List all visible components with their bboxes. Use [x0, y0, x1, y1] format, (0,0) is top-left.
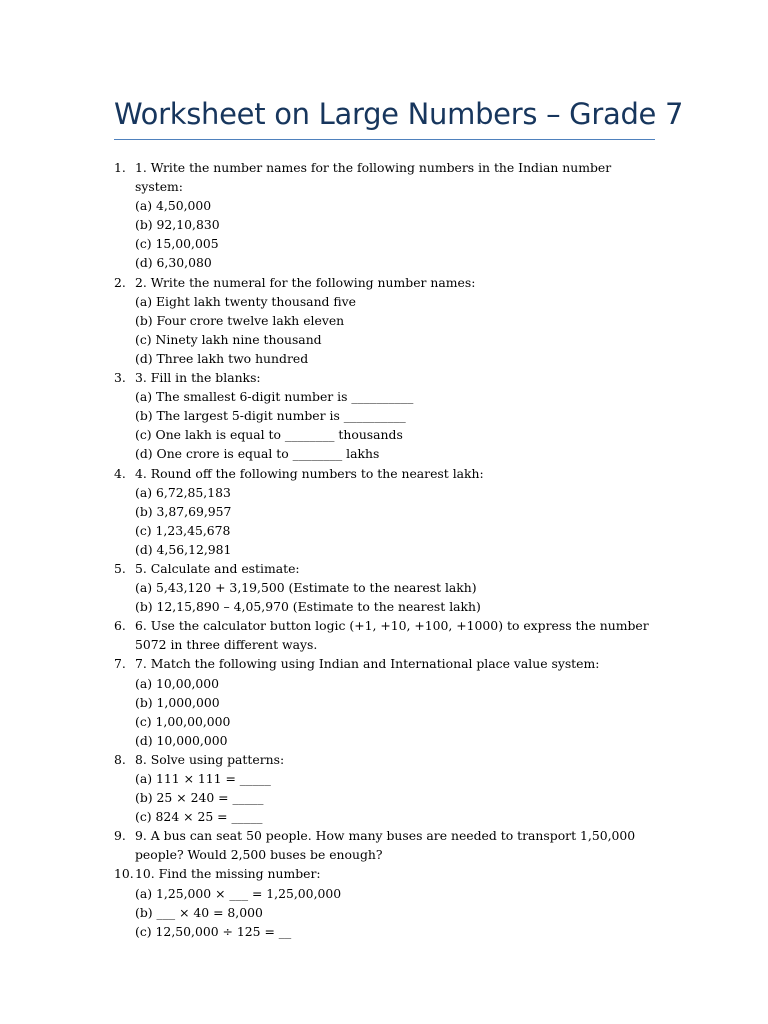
question-item	[114, 616, 659, 654]
question-part: (d) Three lakh two hundred	[135, 350, 309, 366]
question-part: (b) 1,000,000	[135, 694, 220, 710]
question-part: (c) 1,00,00,000	[135, 713, 231, 729]
question-item	[114, 826, 659, 864]
question-text: 5. Calculate and estimate:	[135, 560, 300, 576]
question-part: (a) Eight lakh twenty thousand five	[135, 293, 357, 309]
question-part: (b) 92,10,830	[135, 217, 220, 233]
question-part: (c) One lakh is equal to ________ thousands	[135, 427, 403, 443]
question-part: (d) 6,30,080	[135, 255, 212, 271]
question-number: 8.	[114, 751, 126, 767]
question-part: (a) 1,25,000 × ___ = 1,25,00,000	[135, 885, 342, 901]
question-part: (a) The smallest 6-digit number is __________	[135, 389, 414, 405]
question-number: 4.	[114, 465, 126, 481]
question-part: (c) 1,23,45,678	[135, 522, 231, 538]
question-text: 8. Solve using patterns:	[135, 751, 285, 767]
question-item	[114, 559, 659, 616]
question-part: (b) Four crore twelve lakh eleven	[135, 312, 345, 328]
question-item	[114, 750, 659, 826]
question-part: (b) 12,15,890 – 4,05,970 (Estimate to the nearest lakh)	[135, 599, 481, 615]
question-item	[114, 464, 659, 559]
question-text: 9. A bus can seat 50 people. How many buses are needed to transport 1,50,000 people? Would 2,500 buses be enough?	[135, 828, 636, 863]
question-part: (b) The largest 5-digit number is __________	[135, 408, 406, 424]
question-number: 10.	[114, 866, 134, 882]
question-part: (a) 10,00,000	[135, 675, 220, 691]
question-part: (c) 824 × 25 = _____	[135, 809, 263, 825]
question-text: 2. Write the numeral for the following number names:	[135, 274, 476, 290]
question-item	[114, 368, 659, 463]
question-part: (a) 6,72,85,183	[135, 484, 231, 500]
question-part: (a) 5,43,120 + 3,19,500 (Estimate to the nearest lakh)	[135, 580, 477, 596]
question-list	[114, 158, 659, 941]
question-number: 7.	[114, 656, 126, 672]
question-part: (b) ___ × 40 = 8,000	[135, 904, 263, 920]
question-text: 3. Fill in the blanks:	[135, 370, 261, 386]
question-text: 6. Use the calculator button logic (+1, +10, +100, +1000) to express the number 5072 in three different ways.	[135, 618, 649, 653]
question-item	[114, 864, 659, 940]
question-part: (c) 15,00,005	[135, 236, 219, 252]
question-part: (a) 111 × 111 = _____	[135, 771, 271, 786]
question-part: (c) Ninety lakh nine thousand	[135, 331, 322, 347]
page-title: Worksheet on Large Numbers – Grade 7	[114, 97, 684, 131]
question-text: 4. Round off the following numbers to the nearest lakh:	[135, 465, 484, 481]
question-part: (d) 4,56,12,981	[135, 541, 232, 557]
title-underline	[114, 139, 655, 140]
question-number: 5.	[114, 560, 126, 576]
question-number: 1.	[114, 160, 126, 175]
question-number: 2.	[114, 274, 126, 290]
question-number: 3.	[114, 370, 126, 386]
question-item	[114, 654, 659, 749]
question-text: 1. Write the number names for the following numbers in the Indian number system:	[135, 160, 612, 195]
question-part: (d) One crore is equal to ________ lakhs	[135, 446, 380, 462]
question-item	[114, 158, 659, 273]
question-text: 7. Match the following using Indian and International place value system:	[135, 656, 600, 672]
question-part: (a) 4,50,000	[135, 198, 212, 214]
question-text: 10. Find the missing number:	[135, 866, 321, 882]
question-item	[114, 273, 659, 368]
question-number: 6.	[114, 618, 126, 634]
question-part: (c) 12,50,000 ÷ 125 = __	[135, 923, 292, 939]
question-part: (b) 3,87,69,957	[135, 503, 232, 519]
question-number: 9.	[114, 828, 126, 844]
question-part: (b) 25 × 240 = _____	[135, 790, 264, 806]
question-part: (d) 10,000,000	[135, 732, 228, 748]
